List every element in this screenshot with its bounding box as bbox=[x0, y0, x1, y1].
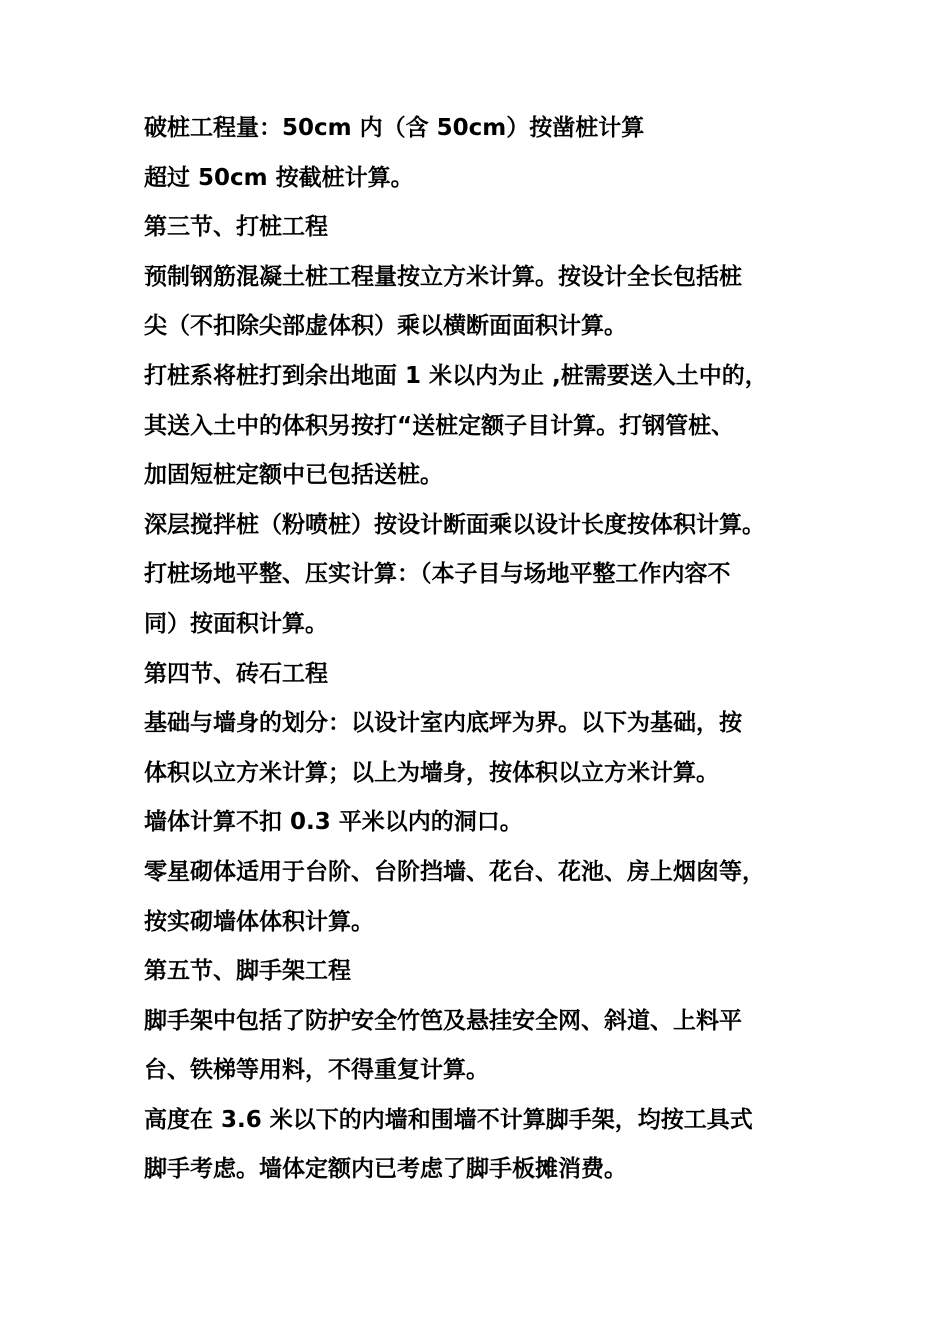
section-heading: 第五节、脚手架工程 bbox=[144, 958, 351, 985]
text-line: 其送入土中的体积另按打“送桩定额子目计算。打钢管桩、 bbox=[144, 412, 735, 439]
section-heading: 第四节、砖石工程 bbox=[144, 660, 328, 687]
document-body bbox=[144, 104, 816, 1195]
text-line: 打桩系将桩打到余出地面 1 米以内为止 ,桩需要送入土中的， bbox=[144, 362, 768, 389]
text-line: 打桩场地平整、压实计算：（本子目与场地平整工作内容不 bbox=[144, 561, 731, 588]
text-line: 体积以立方米计算；以上为墙身，按体积以立方米计算。 bbox=[144, 759, 719, 786]
text-line: 深层搅拌桩（粉喷桩）按设计断面乘以设计长度按体积计算。 bbox=[144, 511, 765, 538]
text-line: 零星砌体适用于台阶、台阶挡墙、花台、花池、房上烟囱等， bbox=[144, 858, 765, 885]
text-line: 脚手考虑。墙体定额内已考虑了脚手板摊消费。 bbox=[144, 1156, 627, 1183]
text-line: 预制钢筋混凝土桩工程量按立方米计算。按设计全长包括桩 bbox=[144, 263, 742, 290]
text-line: 高度在 3.6 米以下的内墙和围墙不计算脚手架，均按工具式 bbox=[144, 1106, 753, 1133]
text-line: 超过 50cm 按截桩计算。 bbox=[144, 164, 414, 191]
text-line: 基础与墙身的划分：以设计室内底坪为界。以下为基础，按 bbox=[144, 710, 742, 737]
text-line: 同）按面积计算。 bbox=[144, 610, 328, 637]
text-line: 脚手架中包括了防护安全竹笆及悬挂安全网、斜道、上料平 bbox=[144, 1007, 742, 1034]
text-line: 按实砌墙体体积计算。 bbox=[144, 908, 374, 935]
text-line: 台、铁梯等用料，不得重复计算。 bbox=[144, 1057, 489, 1084]
text-line: 破桩工程量：50cm 内（含 50cm）按凿桩计算 bbox=[144, 115, 645, 141]
text-line: 墙体计算不扣 0.3 平米以内的洞口。 bbox=[144, 809, 523, 836]
text-line: 尖（不扣除尖部虚体积）乘以横断面面积计算。 bbox=[144, 313, 627, 340]
text-line: 加固短桩定额中已包括送桩。 bbox=[144, 462, 443, 489]
section-heading: 第三节、打桩工程 bbox=[144, 214, 328, 241]
